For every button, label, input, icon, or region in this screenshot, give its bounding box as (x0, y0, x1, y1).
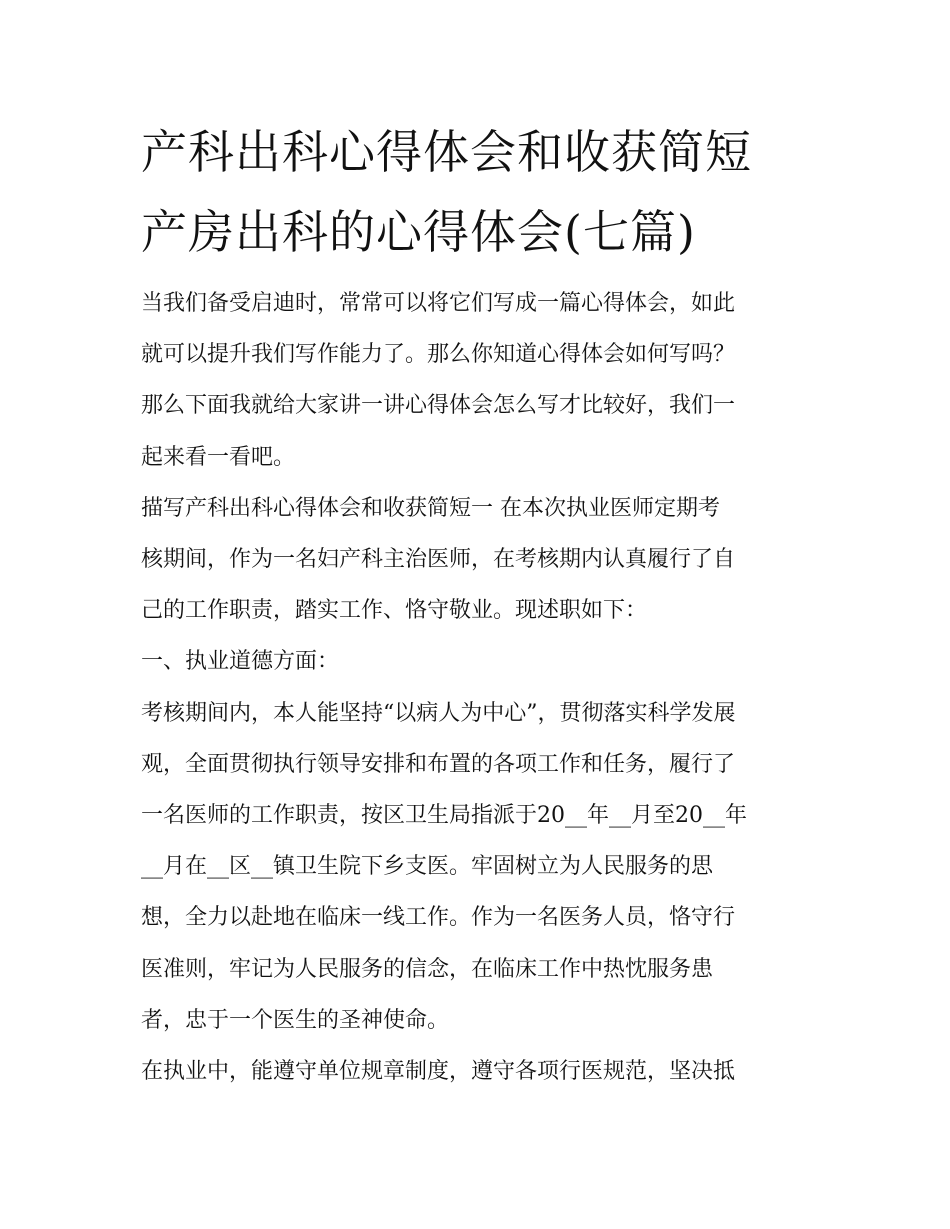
body-line: 者，忠于一个医生的圣神使命。 (141, 1007, 450, 1033)
body-line: 起来看一看吧。 (141, 444, 296, 470)
body-line: 观，全面贯彻执行领导安排和布置的各项工作和任务，履行了 (141, 751, 736, 777)
body-line: 核期间，作为一名妇产科主治医师，在考核期内认真履行了自 (141, 547, 736, 573)
body-line: 当我们备受启迪时，常常可以将它们写成一篇心得体会，如此 (141, 291, 736, 316)
document-page (141, 112, 813, 1097)
body-line: 医准则，牢记为人民服务的信念，在临床工作中热忱服务患 (141, 956, 714, 982)
body-line: 己的工作职责，踏实工作、恪守敬业。现述职如下： (141, 598, 648, 624)
body-line: __月在__区__镇卫生院下乡支医。牢固树立为人民服务的思 (141, 854, 714, 880)
title-line: 产科出科心得体会和收获简短 (141, 125, 752, 179)
body-line: 一名医师的工作职责，按区卫生局指派于20__年__月至20__年 (141, 803, 747, 829)
document-title (141, 112, 813, 272)
body-line: 在执业中，能遵守单位规章制度，遵守各项行医规范，坚决抵 (141, 1059, 736, 1085)
body-line: 那么下面我就给大家讲一讲心得体会怎么写才比较好，我们一 (141, 393, 736, 419)
body-line: 就可以提升我们写作能力了。那么你知道心得体会如何写吗？ (141, 342, 736, 368)
body-line: 想，全力以赴地在临床一线工作。作为一名医务人员，恪守行 (141, 905, 736, 931)
body-line: 一、执业道德方面： (141, 649, 340, 675)
body-line: 考核期间内，本人能坚持“以病人为中心”，贯彻落实科学发展 (141, 700, 736, 726)
body-line: 描写产科出科心得体会和收获简短一 在本次执业医师定期考 (141, 495, 720, 521)
title-line: 产房出科的心得体会(七篇) (141, 205, 696, 259)
document-body (141, 278, 813, 1097)
